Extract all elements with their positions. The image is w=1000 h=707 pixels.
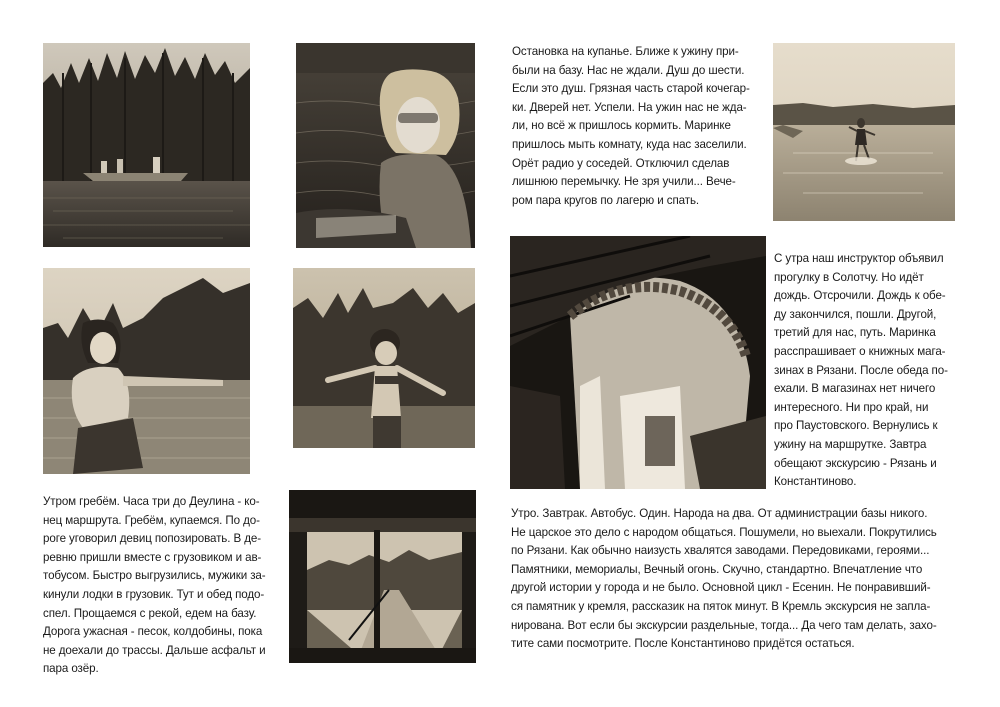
photo-road-through-windshield <box>289 490 476 663</box>
text-line: расспрашивает о книжных мага- <box>774 344 946 358</box>
text-line: тобусом. Быстро выгрузились, мужики за- <box>43 569 266 583</box>
text-line: Не царское это дело с народом общаться. Пошумели, но выехали. Покрутились <box>511 525 937 539</box>
text-line: Если это душ. Грязная часть старой кочегар- <box>512 82 750 96</box>
photo-boat-on-lake <box>43 43 250 247</box>
text-line: ду закончился, пошли. Другой, <box>774 307 937 321</box>
text-ryazan-excursion <box>511 505 937 654</box>
text-line: лишнюю перемычку. Не зря учили... Вече- <box>512 175 736 189</box>
text-line: обещают экскурсию - Рязань и <box>774 456 937 470</box>
text-line: Орёт радио у соседей. Отключил сделав <box>512 156 730 170</box>
text-line: третий для нас, путь. Маринка <box>774 326 936 340</box>
text-line: другой истории у города и не было. Основной цикл - Есенин. Не понравивший- <box>511 581 931 595</box>
text-line: не доехали до трассы. Дальше асфальт и <box>43 643 266 657</box>
text-line: ром пара кругов по лагерю и спать. <box>512 193 700 207</box>
text-line: пара озёр. <box>43 662 99 676</box>
photo-wooden-building <box>510 236 766 489</box>
text-rowing-day <box>43 493 266 679</box>
text-line: кинули лодки в грузовик. Тут и обед подо- <box>43 587 265 601</box>
text-solotcha-trip <box>774 250 948 492</box>
text-line: Утром гребём. Часа три до Деулина - ко- <box>43 495 260 508</box>
text-line: роге уговорил девиц попозировать. В де- <box>43 532 262 546</box>
text-line: ужину на маршрутке. Завтра <box>774 437 927 451</box>
text-line: зинах в Рязани. После обеда по- <box>774 363 948 377</box>
photo-woman-in-boat <box>296 43 475 248</box>
text-line: прогулку в Солотчу. Но идёт <box>774 270 924 284</box>
text-line: нирована. Вот если бы экскурсии раздельные, тогда... Да чего там делать, захо- <box>511 618 937 632</box>
text-line: ки. Дверей нет. Успели. На ужин нас не ждa- <box>512 100 747 114</box>
text-line: Остановка на купанье. Ближе к ужину при- <box>512 45 739 58</box>
text-line: Памятники, мемориалы, Вечный огонь. Скучно, стандартно. Впечатление что <box>511 562 923 576</box>
text-line: спел. Прощаемся с рекой, едем на базу. <box>43 606 257 620</box>
text-swim-stop <box>512 43 750 210</box>
text-line: Утро. Завтрак. Автобус. Один. Народа на два. От администрации базы никого. <box>511 507 928 520</box>
text-line: ли, но всё ж пришлось кормить. Маринке <box>512 119 731 133</box>
text-line: про Паустовского. Вернулись к <box>774 419 938 433</box>
photo-girl-running-in-water <box>773 43 955 221</box>
text-line: Константиново. <box>774 475 857 489</box>
text-line: дождь. Отсрочили. Дождь к обе- <box>774 289 946 303</box>
text-line: ехали. В магазинах нет ничего <box>774 382 936 396</box>
text-line: интересного. Ни про край, ни <box>774 400 929 414</box>
text-line: нец маршрута. Гребём, купаемся. По до- <box>43 513 260 527</box>
text-line: пришлось мыть комнату, куда нас заселили. <box>512 137 747 151</box>
text-line: ся памятник у кремля, рассказик на пяток минут. В Кремль экскурсия не запла- <box>511 599 931 613</box>
text-line: С утра наш инструктор объявил <box>774 252 944 265</box>
text-line: Дорога ужасная - песок, колдобины, пока <box>43 625 263 639</box>
text-line: по Рязани. Как обычно наизусть хвалятся заводами. Передовиками, героями... <box>511 544 930 558</box>
text-line: были на базу. Нас не ждали. Душ до шести. <box>512 63 745 77</box>
text-line: ревню пришли вместе с грузовиком и ав- <box>43 550 262 564</box>
photo-woman-pointing <box>43 268 250 474</box>
photo-girl-arms-out <box>293 268 475 448</box>
text-line: тите сами посмотрите. После Константиново придётся остаться. <box>511 637 855 651</box>
